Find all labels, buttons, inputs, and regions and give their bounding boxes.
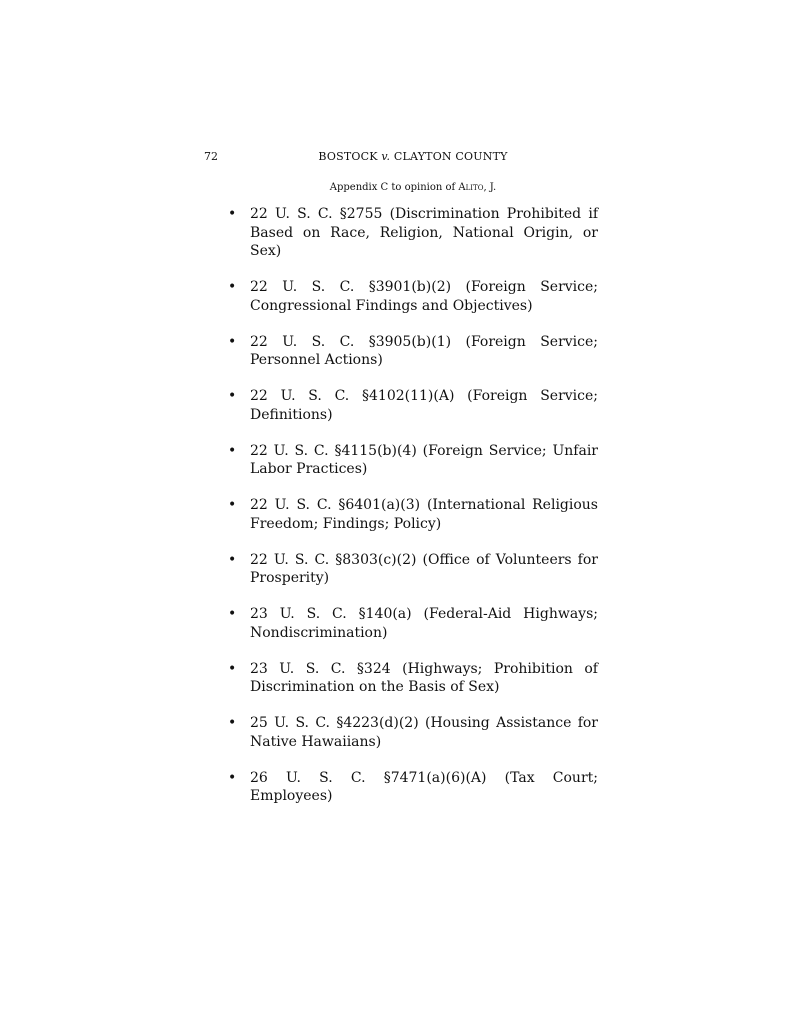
bullet-icon: • [228, 715, 237, 731]
citation-text: 23 U. S. C. §324 (Highways; Prohibition of Discrimination on the Basis of Sex) [250, 660, 598, 695]
case-name-part1: BOSTOCK [318, 150, 378, 163]
citation-text: 25 U. S. C. §4223(d)(2) (Housing Assistance for Native Hawaiians) [250, 715, 598, 750]
citation-item [226, 714, 598, 751]
citation-item [226, 660, 598, 697]
appendix-prefix: Appendix C to opinion of [329, 182, 456, 193]
appendix-heading [228, 182, 598, 193]
bullet-icon: • [228, 660, 237, 677]
bullet-icon: • [228, 769, 237, 786]
citation-text: 22 U. S. C. §8303(c)(2) (Office of Volunteers for Prosperity) [250, 551, 598, 586]
citation-list [226, 205, 598, 823]
citation-text: 22 U. S. C. §6401(a)(3) (International Religious Freedom; Findings; Policy) [250, 497, 598, 532]
case-name-vs: v. [381, 150, 391, 163]
citation-text: 26 U. S. C. §7471(a)(6)(A) (Tax Court; Employees) [250, 769, 598, 804]
citation-item [226, 551, 598, 588]
bullet-icon: • [228, 206, 237, 222]
bullet-icon: • [228, 442, 237, 459]
citation-item [226, 769, 598, 806]
citation-item [226, 333, 598, 370]
citation-item [226, 496, 598, 533]
bullet-icon: • [228, 279, 237, 295]
bullet-icon: • [228, 551, 237, 568]
citation-text: 22 U. S. C. §2755 (Discrimination Prohibited if Based on Race, Religion, National Origin, or Sex) [250, 206, 598, 259]
citation-text: 22 U. S. C. §3905(b)(1) (Foreign Service; Personnel Actions) [250, 333, 598, 368]
appendix-suffix: , J. [483, 182, 497, 193]
citation-text: 22 U. S. C. §4115(b)(4) (Foreign Service; Unfair Labor Practices) [250, 442, 598, 477]
bullet-icon: • [228, 333, 237, 350]
case-name-part2: CLAYTON COUNTY [393, 150, 508, 163]
bullet-icon: • [228, 497, 237, 513]
citation-item [226, 387, 598, 424]
bullet-icon: • [228, 388, 237, 404]
citation-text: 23 U. S. C. §140(a) (Federal-Aid Highways; Nondiscrimination) [250, 606, 598, 641]
citation-item [226, 205, 598, 261]
citation-text: 22 U. S. C. §3901(b)(2) (Foreign Service; Congressional Findings and Objectives) [250, 279, 598, 314]
running-head [228, 150, 598, 163]
citation-item [226, 278, 598, 315]
citation-text: 22 U. S. C. §4102(11)(A) (Foreign Service; Definitions) [250, 388, 598, 423]
page-number: 72 [204, 150, 218, 163]
appendix-justice: Alito [458, 182, 484, 193]
citation-item [226, 442, 598, 479]
citation-item [226, 605, 598, 642]
bullet-icon: • [228, 606, 237, 622]
